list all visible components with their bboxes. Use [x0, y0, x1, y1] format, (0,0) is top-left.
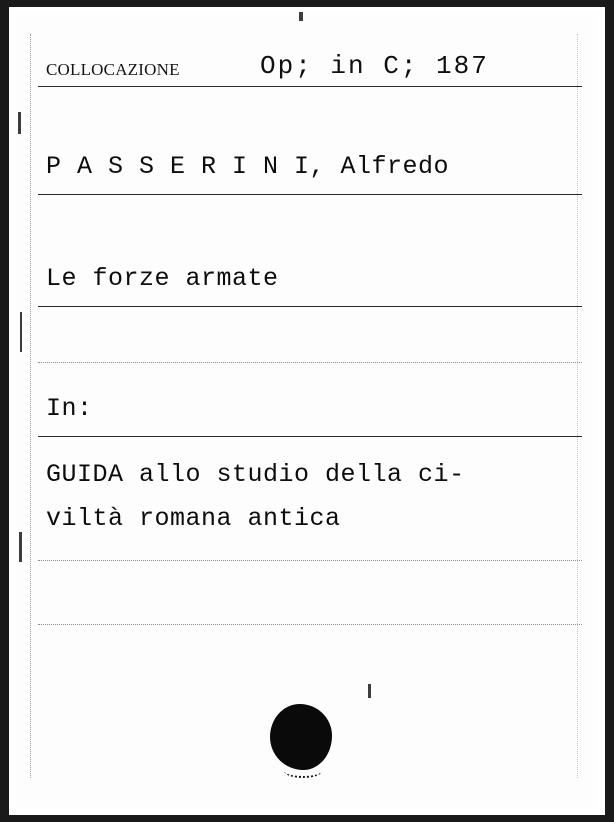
scan-speck	[18, 112, 21, 134]
scan-border-top	[0, 0, 614, 7]
rule-blank-2	[38, 560, 582, 561]
rule-in	[38, 436, 582, 437]
ink-blot-stamp	[270, 704, 332, 770]
rule-blank-1	[38, 362, 582, 363]
catalogue-card	[16, 12, 598, 810]
scan-speck	[299, 12, 303, 21]
scan-speck	[368, 684, 371, 698]
title-entry: Le forze armate	[46, 264, 279, 293]
rule-author	[38, 194, 582, 195]
rule-header	[38, 86, 582, 87]
scan-border-left	[0, 0, 9, 822]
collocazione-label: COLLOCAZIONE	[46, 60, 180, 79]
author-entry: P A S S E R I N I, Alfredo	[46, 152, 450, 181]
scan-border-right	[605, 0, 614, 822]
scan-border-bottom	[0, 815, 614, 822]
in-label: In:	[46, 394, 93, 423]
shelfmark-value: Op; in C; 187	[260, 51, 489, 81]
card-printed-frame	[30, 34, 578, 778]
host-title-line-2: viltà romana antica	[46, 504, 341, 533]
scan-speck	[19, 532, 22, 562]
ink-blot-smear	[284, 764, 322, 778]
rule-title	[38, 306, 582, 307]
rule-blank-3	[38, 624, 582, 625]
host-title-line-1: GUIDA allo studio della ci-	[46, 460, 465, 489]
scan-speck	[20, 312, 22, 352]
